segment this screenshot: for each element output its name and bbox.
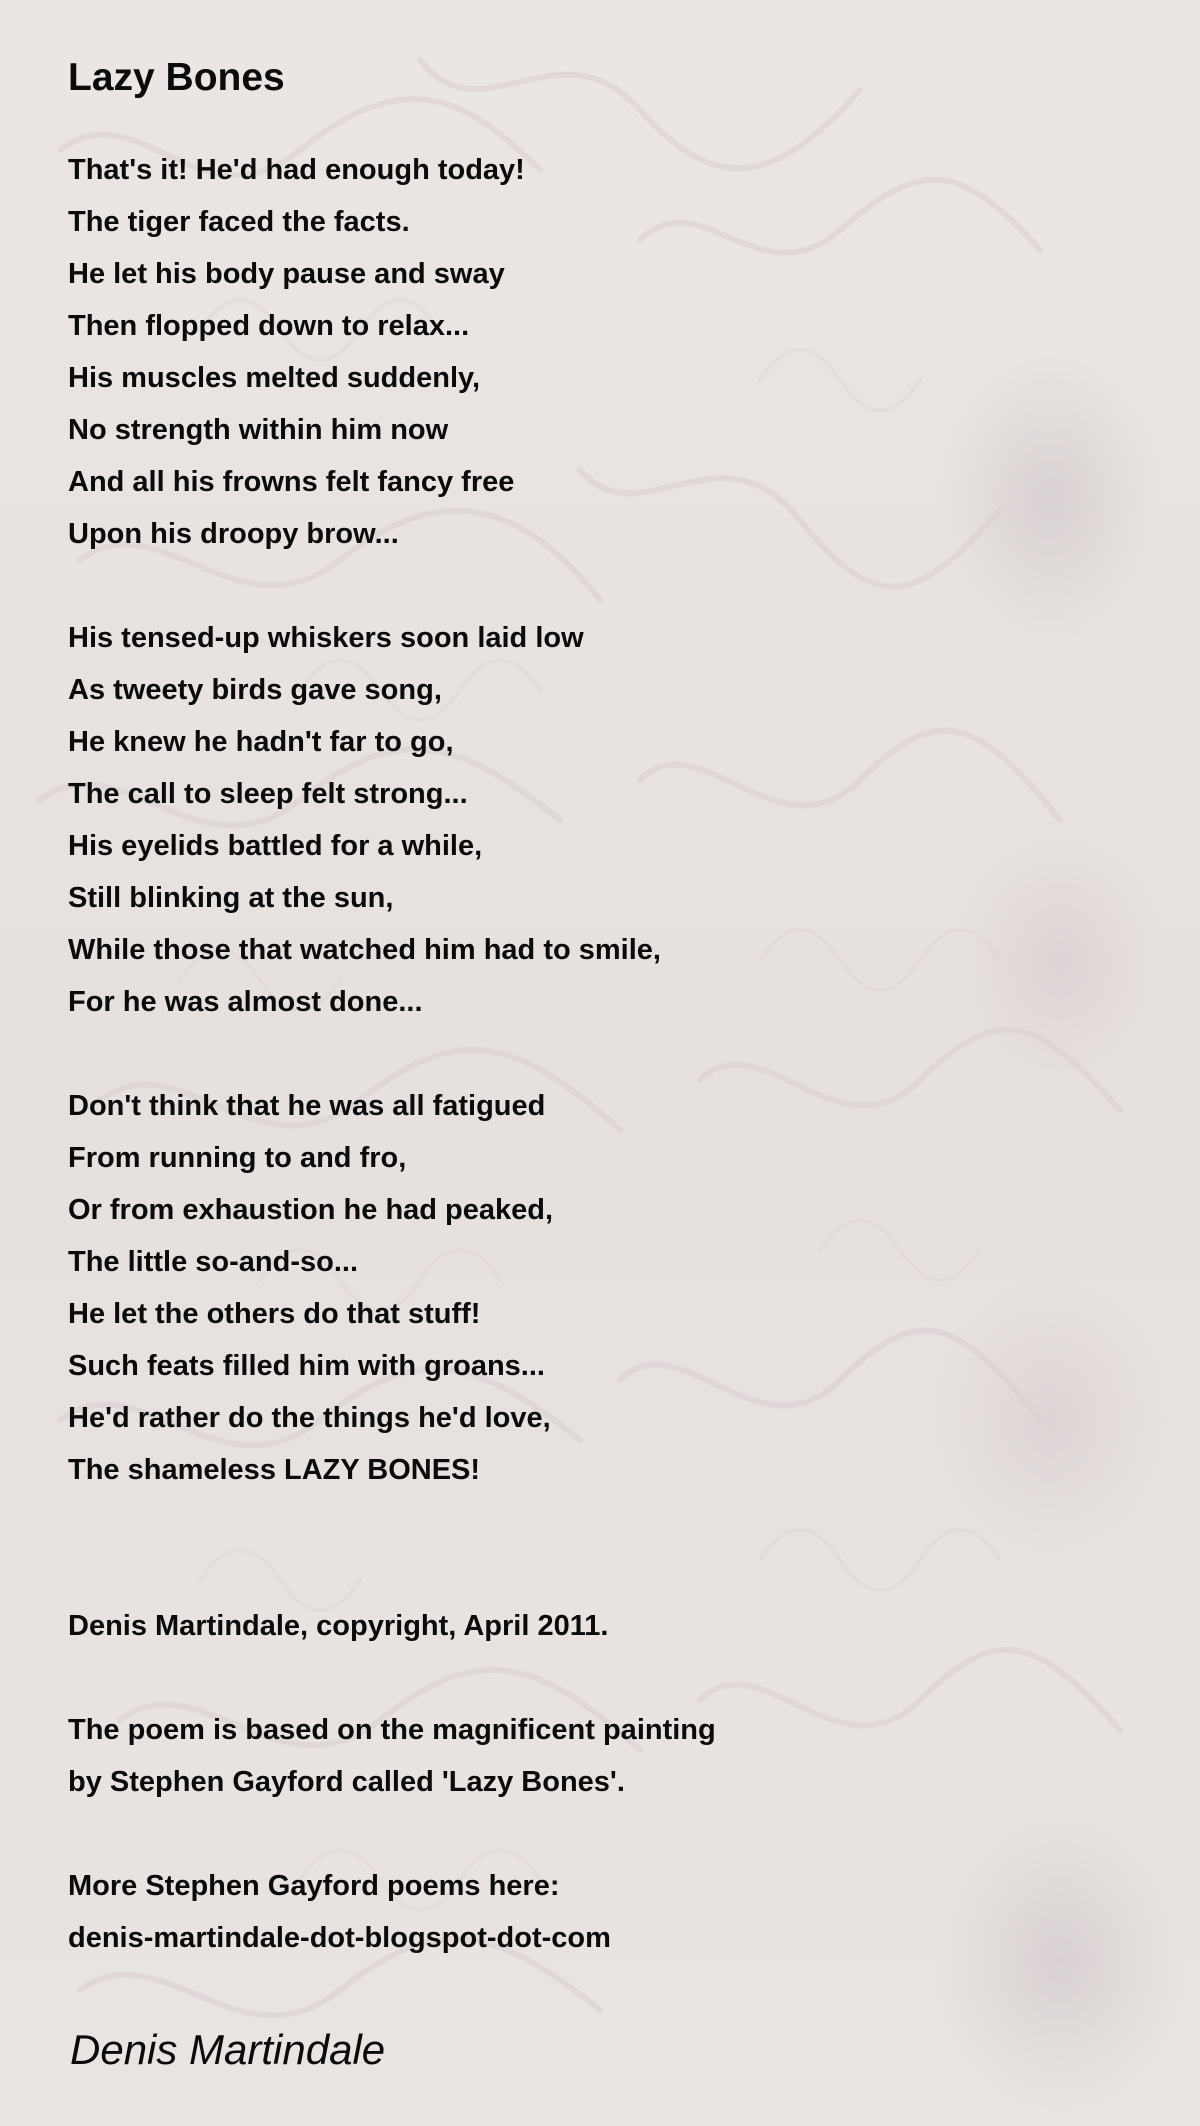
poem-title: Lazy Bones xyxy=(68,56,285,99)
poem-line: Still blinking at the sun, xyxy=(68,882,394,914)
poem-body xyxy=(68,144,1128,1964)
stanza-break xyxy=(68,1496,1128,1548)
poem-line: Upon his droopy brow... xyxy=(68,518,399,550)
blog-address: denis-martindale-dot-blogspot-dot-com xyxy=(68,1922,611,1954)
poem-line: Then flopped down to relax... xyxy=(68,310,470,342)
poem-line: He'd rather do the things he'd love, xyxy=(68,1402,551,1434)
author-name: Denis Martindale xyxy=(70,2026,386,2073)
painting-note: by Stephen Gayford called 'Lazy Bones'. xyxy=(68,1766,625,1798)
paragraph-break xyxy=(68,1808,1128,1860)
poem-line: No strength within him now xyxy=(68,414,449,446)
poem-line: Such feats filled him with groans... xyxy=(68,1350,545,1382)
poem-line: While those that watched him had to smile, xyxy=(68,934,661,966)
poem-line: His eyelids battled for a while, xyxy=(68,830,483,862)
stanza-break xyxy=(68,1548,1128,1600)
poem-line: The little so-and-so... xyxy=(68,1246,359,1278)
poem-line: The tiger faced the facts. xyxy=(68,206,410,238)
poem-line: From running to and fro, xyxy=(68,1142,407,1174)
poem-line: For he was almost done... xyxy=(68,986,423,1018)
more-poems-note: More Stephen Gayford poems here: xyxy=(68,1870,560,1902)
poem-content xyxy=(68,48,1128,1964)
copyright-note: Denis Martindale, copyright, April 2011. xyxy=(68,1610,609,1642)
poem-line: As tweety birds gave song, xyxy=(68,674,442,706)
poem-line: The call to sleep felt strong... xyxy=(68,778,468,810)
poem-line: His tensed-up whiskers soon laid low xyxy=(68,622,584,654)
poem-line: That's it! He'd had enough today! xyxy=(68,154,525,186)
poem-line: And all his frowns felt fancy free xyxy=(68,466,515,498)
poem-line: Don't think that he was all fatigued xyxy=(68,1090,546,1122)
poem-line: He let his body pause and sway xyxy=(68,258,505,290)
stanza-break xyxy=(68,560,1128,612)
paragraph-break xyxy=(68,1652,1128,1704)
stanza-break xyxy=(68,1028,1128,1080)
poem-line: He knew he hadn't far to go, xyxy=(68,726,454,758)
poem-line: His muscles melted suddenly, xyxy=(68,362,481,394)
poem-line: Or from exhaustion he had peaked, xyxy=(68,1194,554,1226)
poem-line: He let the others do that stuff! xyxy=(68,1298,481,1330)
poem-line: The shameless LAZY BONES! xyxy=(68,1454,481,1486)
painting-note: The poem is based on the magnificent painting xyxy=(68,1714,716,1746)
